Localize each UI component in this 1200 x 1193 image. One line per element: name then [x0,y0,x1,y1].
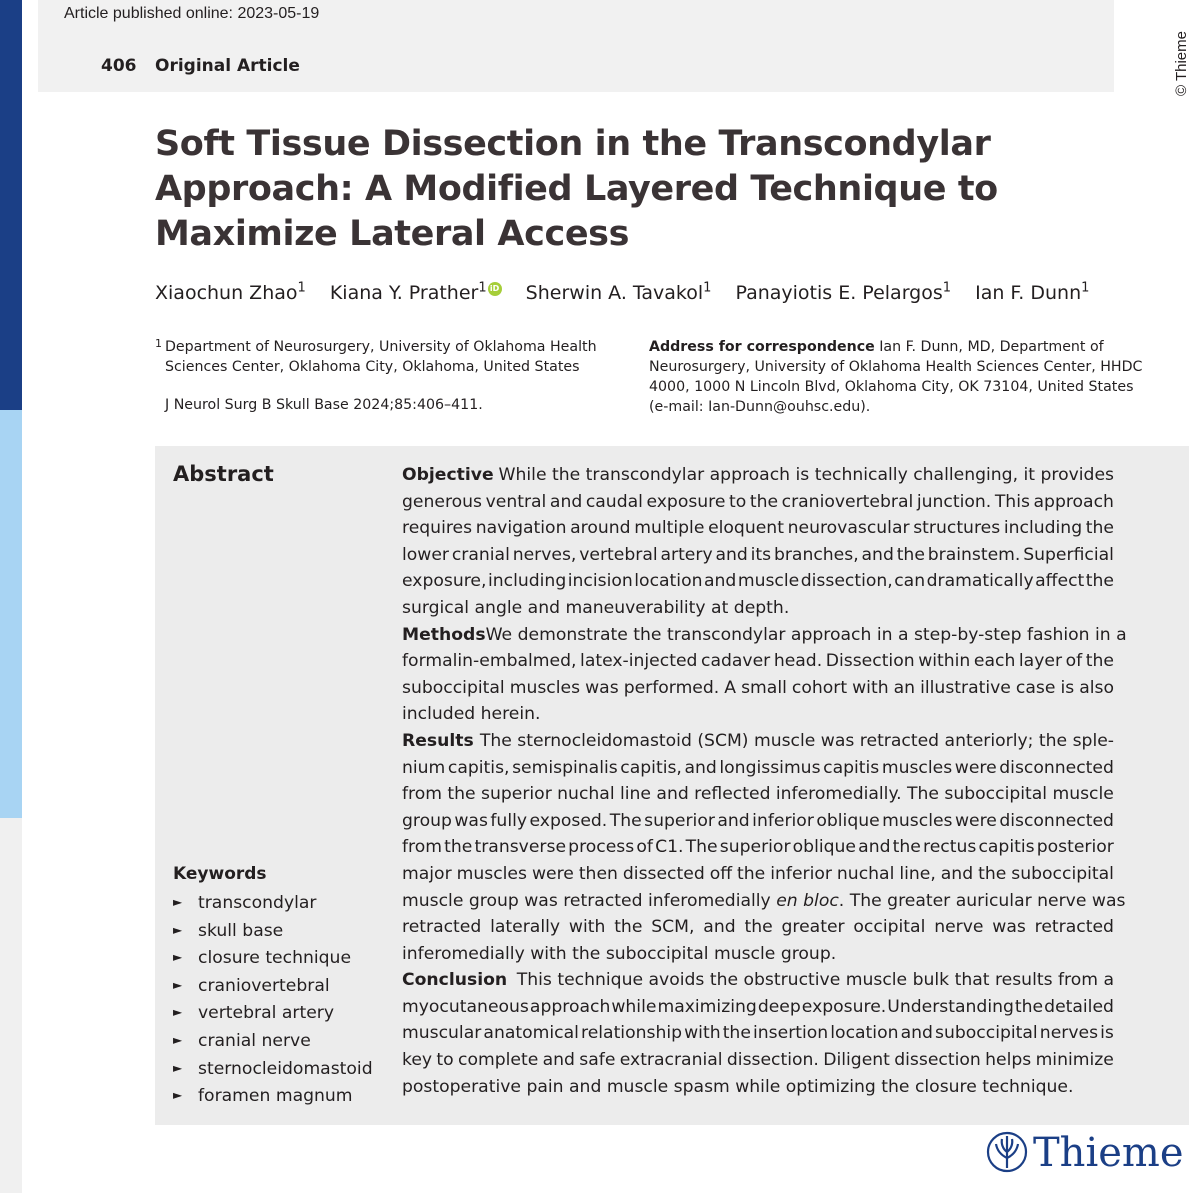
title-line: Soft Tissue Dissection in the Transcondylar [155,124,991,164]
arrow-icon: ► [173,895,183,909]
author: Kiana Y. Prather$^1$ iD [330,282,502,304]
side-bar-dark [0,0,22,410]
keyword-item: ► foramen magnum [173,1082,373,1110]
arrow-icon: ► [173,950,183,965]
author: Panayiotis E. Pelargos$^1$ [735,281,952,305]
keyword-item: ► vertebral artery [173,999,373,1027]
abstract-line: from the transverse process of C1. The superior oblique and the rectus capitis posterior [402,837,1114,858]
page-number: 406 [101,56,137,76]
abstract-line: inferomedially with the suboccipital muscle group. [402,943,837,964]
tree-icon [988,1133,1026,1171]
abstract-line: Conclusion This technique avoids the obstructive muscle bulk that results from a [402,967,1114,994]
abstract-line: Methods We demonstrate the transcondylar approach in a step-by-step fashion in a [402,622,1114,649]
abstract-heading: Abstract [173,462,274,486]
conclusion-label: Conclusion [402,970,508,991]
keyword-item: ► sternocleidomastoid [173,1055,373,1083]
side-bar-light [0,410,22,818]
arrow-icon: ► [173,922,183,937]
keyword-item: ► closure technique [173,944,373,972]
abstract-line: muscle group was retracted inferomedially en bloc. The greater auricular nerve was [402,890,1126,911]
abstract-line: myocutaneous approach while maximizing deep exposure. Understanding the detailed [402,996,1114,1017]
abstract-line: surgical angle and maneuverability at depth. [402,597,790,618]
arrow-icon: ► [173,1060,183,1075]
methods-label: Methods [402,624,486,645]
journal-citation: J Neurol Surg B Skull Base 2024;85:406–411. [165,397,483,413]
abstract-line: key to complete and safe extracranial dissection. Diligent dissection helps minimize [402,1050,1114,1071]
side-bar-grey [0,818,22,1193]
abstract-line: major muscles were then dissected off the inferior nuchal line, and the suboccipital [402,863,1114,884]
abstract-line: generous ventral and caudal exposure to the craniovertebral junction. This approach [402,491,1114,512]
author: Ian F. Dunn$^1$ [975,281,1090,305]
keyword-item: ► craniovertebral [173,972,373,1000]
copyright-notice: © Thieme [1172,30,1190,96]
abstract-line: from the superior nuchal line and reflected inferomedially. The suboccipital muscle [402,784,1114,805]
abstract-line: nium capitis, semispinalis capitis, and longissimus capitis muscles were disconnected [402,757,1114,778]
author-list [155,281,1107,304]
title-line: Approach: A Modified Layered Technique to [155,169,998,209]
section-label: Original Article [155,56,300,76]
correspondence-address: Address for correspondence Ian F. Dunn, MD, Department of Neurosurgery, University of Oklahoma Health Sciences Center, HHDC 4000, 1000 N Lincoln Blvd, Oklahoma City, OK 73104, United States (e-mail: Ian-Dunn@ouhsc.edu). [649,339,1143,415]
arrow-icon: ► [173,1088,183,1103]
arrow-icon: ► [173,1032,183,1047]
keyword-item: ► cranial nerve [173,1027,373,1055]
abstract-line: muscular anatomical relationship with the insertion location and suboccipital nerves is [402,1023,1114,1044]
published-date: Article published online: 2023-05-19 [64,5,320,22]
arrow-icon: ► [173,977,183,992]
abstract-body [402,462,1127,1100]
thieme-logo-text: Thieme [1033,1130,1184,1176]
title-line: Maximize Lateral Access [155,214,630,254]
abstract-line: retracted laterally with the SCM, and the greater occipital nerve was retracted [402,917,1114,938]
keywords-heading: Keywords [173,864,267,884]
arrow-icon: ► [173,1005,183,1020]
keyword-list [173,889,373,1110]
author: Xiaochun Zhao$^1$ [155,281,306,305]
article-title [155,122,1035,257]
abstract-line: group was fully exposed. The superior and inferior oblique muscles were disconnected [402,810,1114,831]
abstract-line: Objective While the transcondylar approach is technically challenging, it provides [402,462,1114,489]
keyword-item: ► transcondylar [173,889,373,917]
objective-label: Objective [402,465,494,485]
author: Sherwin A. Tavakol$^1$ [525,281,712,305]
results-label: Results [402,730,474,751]
abstract-line: requires navigation around multiple eloquent neurovascular structures including the [402,518,1114,539]
abstract-line: suboccipital muscles was performed. A small cohort with an illustrative case is also [402,677,1114,698]
abstract-line: exposure, including incision location and muscle dissection, can dramatically affect the [402,571,1114,592]
abstract-line: included herein. [402,704,541,725]
abstract-line: formalin-embalmed, latex-injected cadaver head. Dissection within each layer of the [402,651,1114,672]
affiliation: 1 Department of Neurosurgery, University of Oklahoma Health Sciences Center, Oklahoma City, Oklahoma, United States [155,337,597,375]
keyword-item: ► skull base [173,917,373,945]
abstract-line: postoperative pain and muscle spasm while optimizing the closure technique. [402,1076,1074,1097]
orcid-icon[interactable]: iD [488,282,502,296]
abstract-line: lower cranial nerves, vertebral artery and its branches, and the brainstem. Superficial [402,544,1114,565]
abstract-line: Results The sternocleidomastoid (SCM) muscle was retracted anteriorly; the sple- [402,728,1114,755]
